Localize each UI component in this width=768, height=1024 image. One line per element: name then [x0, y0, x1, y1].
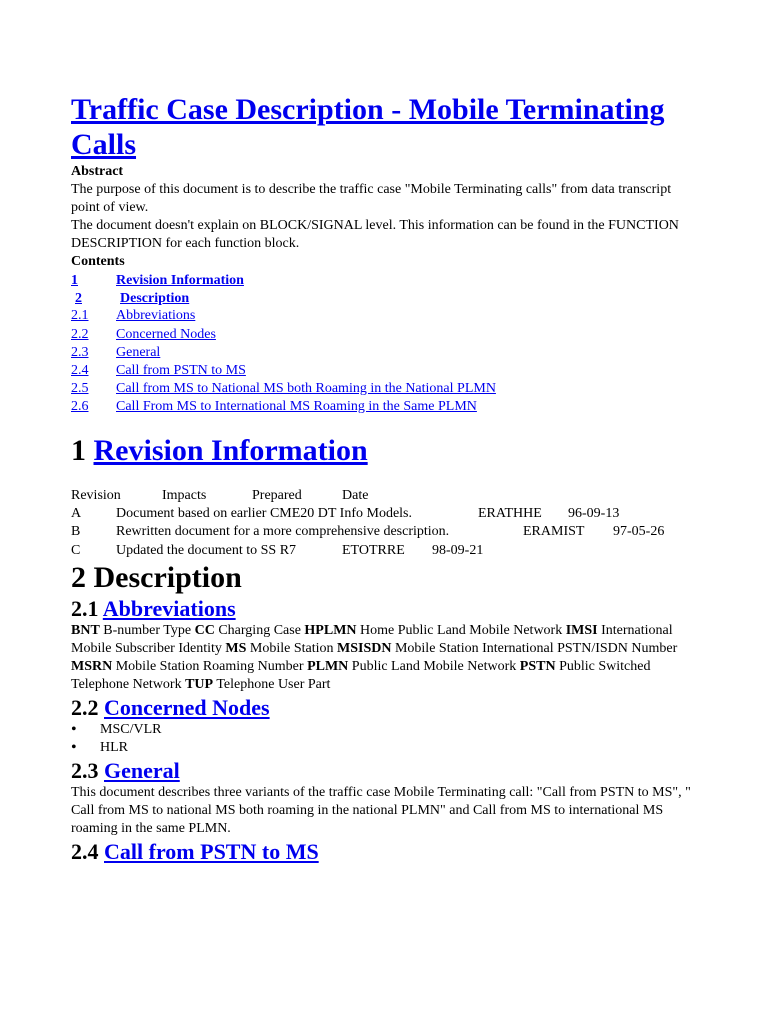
cell-date: 98-09-21	[432, 543, 484, 558]
bullet-icon: •	[71, 721, 77, 738]
toc-label[interactable]: Revision Information	[116, 273, 244, 288]
abstract-paragraph-2: The document doesn't explain on BLOCK/SIGNAL level. This information can be found in the FUNCTION DESCRIPTION for each function block.	[71, 218, 679, 251]
toc-number[interactable]: 2.5	[71, 381, 89, 396]
toc-number[interactable]: 2	[75, 291, 82, 306]
cell-revision: B	[71, 524, 81, 539]
abbr-term: BNT	[71, 623, 100, 638]
column-header-impacts: Impacts	[162, 488, 207, 503]
cell-revision: C	[71, 543, 81, 558]
contents-heading: Contents	[71, 254, 125, 269]
subsection-number: 2.1	[71, 596, 99, 621]
revision-table-header	[71, 487, 731, 505]
subsection-heading-general	[71, 758, 180, 784]
subsection-heading-concerned-nodes	[71, 695, 270, 721]
toc-label[interactable]: General	[116, 345, 161, 360]
revision-row	[71, 505, 731, 523]
document-title-link[interactable]: Traffic Case Description - Mobile Terminating Calls	[71, 93, 665, 161]
cell-date: 97-05-26	[613, 524, 665, 539]
abbr-term: MS	[225, 641, 247, 656]
subsection-number: 2.3	[71, 758, 99, 783]
cell-prepared: ERATHHE	[478, 506, 542, 521]
bullet-icon: •	[71, 739, 77, 756]
column-header-date: Date	[342, 488, 369, 503]
column-header-prepared: Prepared	[252, 488, 302, 503]
abbr-definition: Mobile Station	[249, 641, 334, 656]
abstract-paragraph-1: The purpose of this document is to describe the traffic case "Mobile Terminating calls" from data transcript point of view.	[71, 182, 672, 215]
toc-number[interactable]: 1	[71, 273, 78, 288]
abbr-term: PSTN	[519, 659, 556, 674]
revision-row	[71, 542, 731, 560]
cell-impacts: Rewritten document for a more comprehensive description.	[116, 524, 450, 539]
list-item-text: MSC/VLR	[100, 722, 162, 737]
abbr-definition: Home Public Land Mobile Network	[360, 623, 563, 638]
abbr-definition: Public Switched Telephone Network	[71, 659, 651, 692]
cell-impacts: Document based on earlier CME20 DT Info Models.	[116, 506, 413, 521]
toc-label[interactable]: Call from PSTN to MS	[116, 363, 246, 378]
abbr-term: CC	[194, 623, 215, 638]
revision-row	[71, 523, 731, 541]
cell-impacts: Updated the document to SS R7	[116, 543, 297, 558]
general-paragraph: This document describes three variants of the traffic case Mobile Terminating call: "Call from PSTN to MS", " Call from MS to national MS both roaming in the national PLMN" and Call from MS to international MS roaming in the same PLMN.	[71, 785, 691, 836]
abbreviations-list	[71, 622, 696, 694]
cell-prepared: ERAMIST	[523, 524, 585, 539]
toc-label[interactable]: Concerned Nodes	[116, 327, 216, 342]
column-header-revision: Revision	[71, 488, 121, 503]
abbr-definition: Telephone User Part	[216, 677, 331, 692]
abbr-definition: B-number Type	[103, 623, 192, 638]
abbr-term: HPLMN	[304, 623, 357, 638]
toc-label[interactable]: Abbreviations	[116, 308, 196, 323]
toc-label[interactable]: Description	[120, 291, 190, 306]
list-item-text: HLR	[100, 740, 128, 755]
section-heading-revision	[71, 434, 368, 468]
abbr-term: IMSI	[565, 623, 598, 638]
abbr-definition: Public Land Mobile Network	[351, 659, 517, 674]
toc-number[interactable]: 2.3	[71, 345, 89, 360]
subsection-number: 2.4	[71, 839, 99, 864]
subsection-heading-link[interactable]: Abbreviations	[102, 596, 236, 621]
document-title[interactable]	[71, 92, 711, 162]
section-heading-description: 2 Description	[71, 561, 242, 594]
abbr-term: TUP	[185, 677, 214, 692]
abbr-definition: Mobile Station International PSTN/ISDN Number	[394, 641, 678, 656]
toc-number[interactable]: 2.1	[71, 308, 89, 323]
subsection-heading-link[interactable]: Call from PSTN to MS	[104, 839, 319, 864]
abbr-definition: Mobile Station Roaming Number	[115, 659, 304, 674]
cell-date: 96-09-13	[568, 506, 620, 521]
abbr-term: MSISDN	[337, 641, 392, 656]
cell-revision: A	[71, 506, 82, 521]
toc-number[interactable]: 2.4	[71, 363, 89, 378]
subsection-heading-abbreviations	[71, 596, 236, 622]
toc-number[interactable]: 2.2	[71, 327, 89, 342]
toc-label[interactable]: Call from MS to National MS both Roaming in the National PLMN	[116, 381, 496, 396]
subsection-heading-link[interactable]: Concerned Nodes	[104, 695, 270, 720]
cell-prepared: ETOTRRE	[342, 543, 405, 558]
abstract-heading: Abstract	[71, 164, 124, 179]
abbr-term: MSRN	[71, 659, 113, 674]
abbr-definition: Charging Case	[218, 623, 301, 638]
section-heading-link[interactable]: Revision Information	[93, 434, 368, 467]
subsection-heading-link[interactable]: General	[104, 758, 180, 783]
section-number: 1	[71, 434, 86, 467]
subsection-number: 2.2	[71, 695, 99, 720]
subsection-heading-call-from-pstn	[71, 839, 319, 865]
toc-label[interactable]: Call From MS to International MS Roaming in the Same PLMN	[116, 399, 477, 414]
abbr-term: PLMN	[307, 659, 349, 674]
abbr-definition: International Mobile Subscriber Identity	[71, 623, 673, 656]
toc-number[interactable]: 2.6	[71, 399, 89, 414]
